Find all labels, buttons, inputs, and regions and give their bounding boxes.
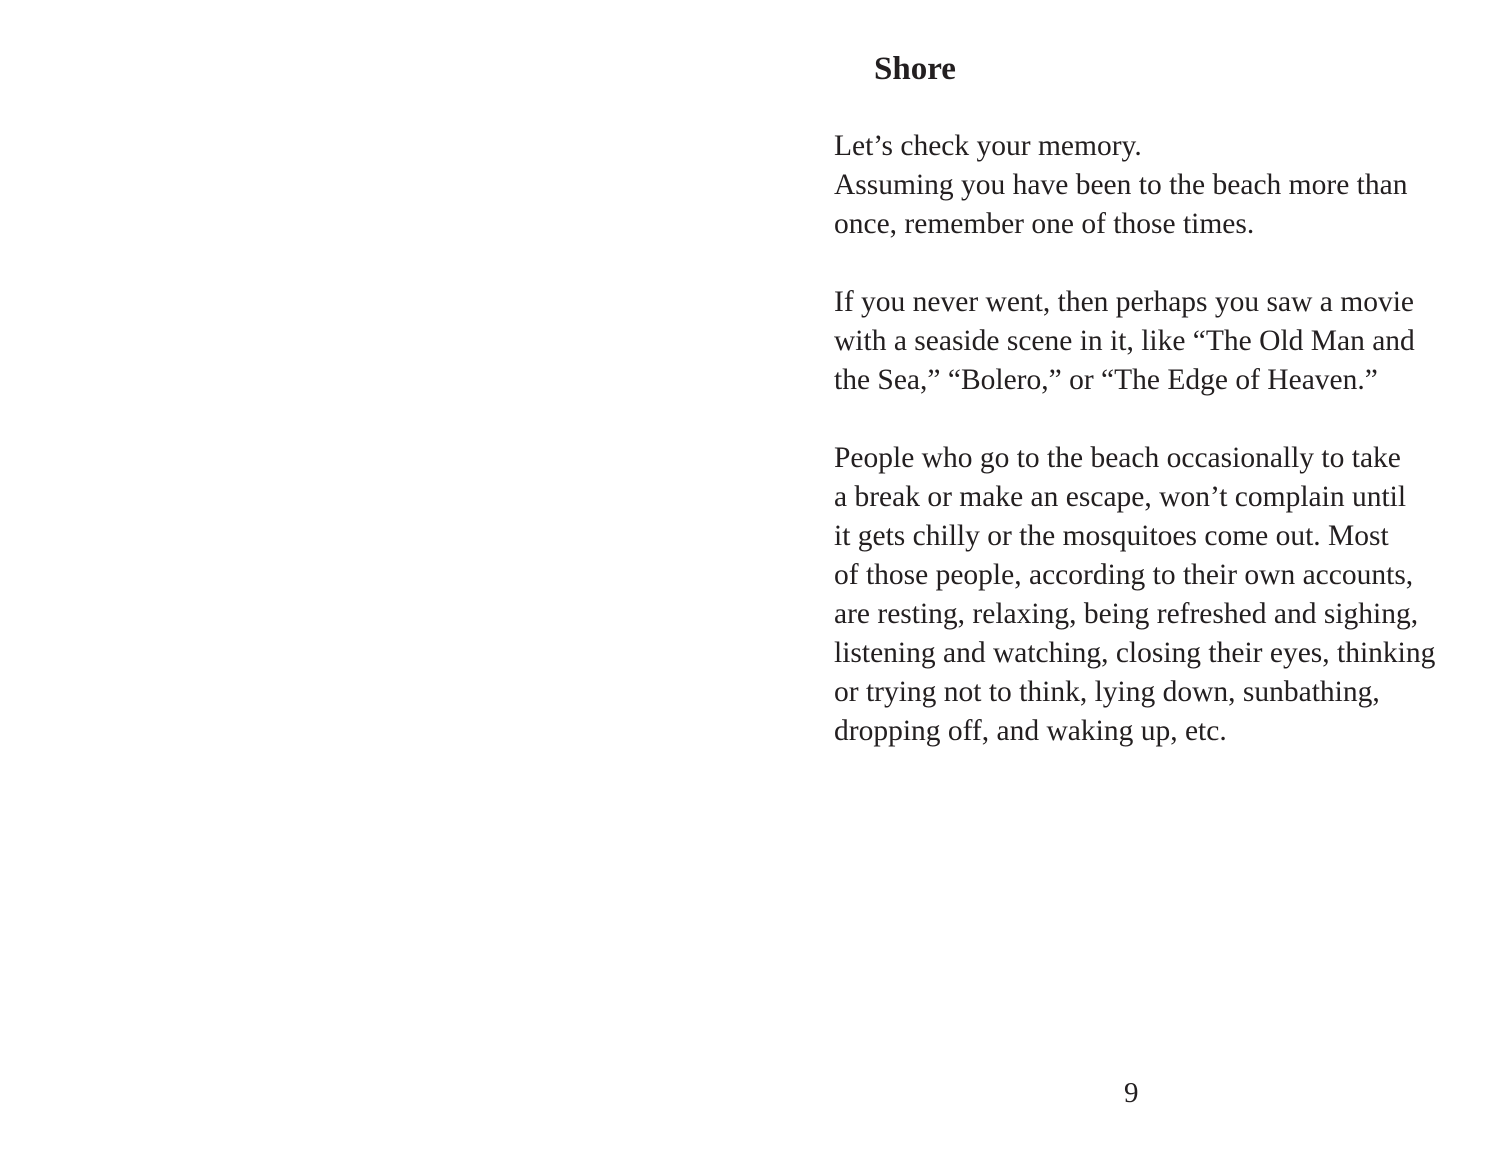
text-line: it gets chilly or the mosquitoes come out. Most xyxy=(834,520,1389,552)
text-line: with a seaside scene in it, like “The Old Man and xyxy=(834,325,1415,357)
chapter-title: Shore xyxy=(874,51,956,87)
body-text xyxy=(834,127,1474,790)
left-page-blank xyxy=(0,0,755,1165)
text-line: dropping off, and waking up, etc. xyxy=(834,715,1227,747)
text-line: Assuming you have been to the beach more than xyxy=(834,169,1408,201)
text-line: are resting, relaxing, being refreshed and sighing, xyxy=(834,598,1419,630)
text-line: If you never went, then perhaps you saw a movie xyxy=(834,286,1414,318)
paragraph-1 xyxy=(834,127,1474,244)
page-number: 9 xyxy=(1124,1077,1139,1109)
text-line: a break or make an escape, won’t complain until xyxy=(834,481,1407,513)
text-line: People who go to the beach occasionally to take xyxy=(834,442,1401,474)
text-line: once, remember one of those times. xyxy=(834,208,1255,240)
paragraph-2 xyxy=(834,283,1474,400)
paragraph-3 xyxy=(834,439,1474,751)
text-line: of those people, according to their own accounts, xyxy=(834,559,1414,591)
text-line: listening and watching, closing their eyes, thinking xyxy=(834,637,1436,669)
right-page xyxy=(755,0,1511,1165)
text-line: or trying not to think, lying down, sunbathing, xyxy=(834,676,1380,708)
text-line: Let’s check your memory. xyxy=(834,130,1142,162)
text-line: the Sea,” “Bolero,” or “The Edge of Heaven.” xyxy=(834,364,1378,396)
